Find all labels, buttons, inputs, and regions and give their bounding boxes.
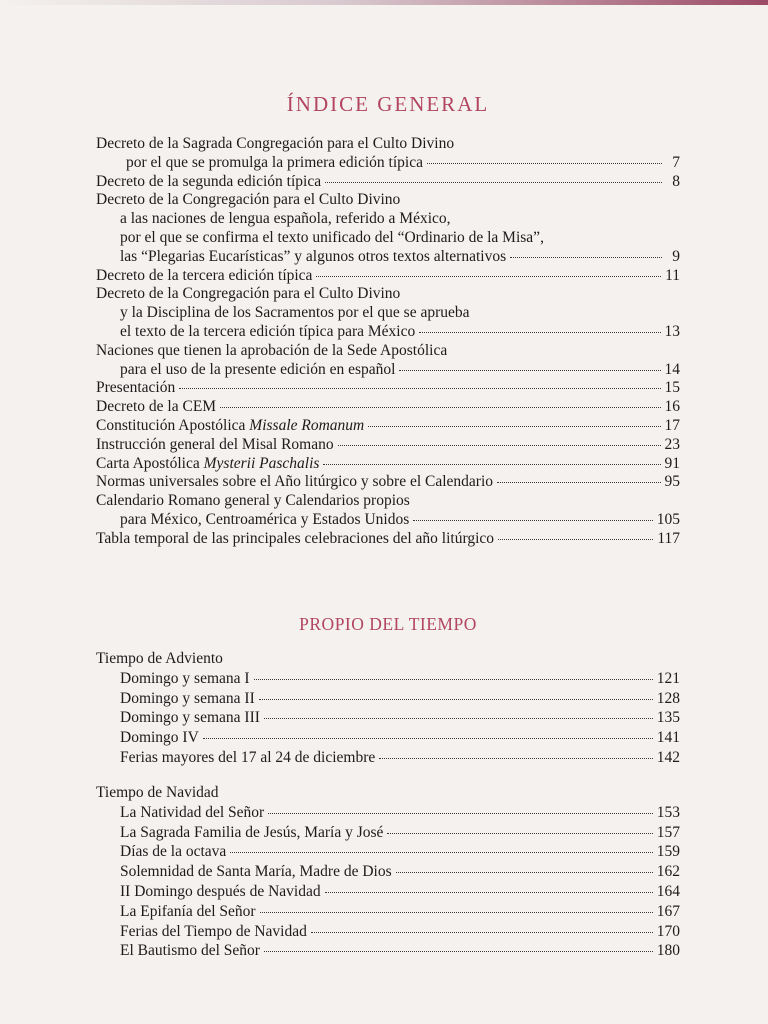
toc-row: Domingo y semana I 121 (120, 669, 680, 687)
toc-row: Ferias del Tiempo de Navidad 170 (120, 922, 680, 940)
page-number: 117 (657, 529, 680, 547)
toc-row: Instrucción general del Misal Romano 23 (96, 435, 680, 453)
page-number: 105 (656, 510, 680, 528)
page-number: 8 (672, 172, 680, 190)
page-number: 15 (664, 379, 680, 397)
page-number: 11 (665, 266, 680, 284)
toc-row: el texto de la tercera edición típica para México 13 (120, 322, 680, 340)
adviento-list (96, 649, 680, 768)
page-number: 23 (664, 435, 680, 453)
toc-row: Presentación 15 (96, 379, 680, 397)
page-number: 9 (672, 247, 680, 265)
toc-row: Decreto de la Congregación para el Culto Divino (96, 191, 401, 209)
section-heading: Tiempo de Navidad (96, 784, 219, 801)
toc-row: Normas universales sobre el Año litúrgico y sobre el Calendario 95 (96, 473, 680, 491)
toc-row: II Domingo después de Navidad 164 (120, 882, 680, 900)
toc-row: Decreto de la segunda edición típica 8 (96, 172, 680, 190)
page-number: 135 (656, 709, 680, 727)
toc-row: las “Plegarias Eucarísticas” y algunos otros textos alternativos 9 (120, 247, 680, 265)
toc-row: y la Disciplina de los Sacramentos por el que se aprueba (120, 304, 470, 322)
page-number: 17 (664, 416, 680, 434)
toc-row: Domingo y semana III 135 (120, 709, 680, 727)
toc-row: Días de la octava 159 (120, 843, 680, 861)
toc-row: Solemnidad de Santa María, Madre de Dios 162 (120, 863, 680, 881)
toc-row: Domingo y semana II 128 (120, 689, 680, 707)
toc-row: a las naciones de lengua española, referido a México, (120, 210, 451, 228)
page-number: 95 (664, 473, 680, 491)
toc-row: Decreto de la Sagrada Congregación para el Culto Divino (96, 135, 455, 152)
toc-row: Decreto de la Congregación para el Culto Divino (96, 285, 401, 303)
navidad-list (96, 783, 680, 961)
toc-row: La Sagrada Familia de Jesús, María y José 157 (120, 823, 680, 841)
section-heading: Tiempo de Adviento (96, 650, 223, 667)
page-number: 164 (656, 882, 680, 900)
page-number: 16 (664, 398, 680, 416)
toc-row: Naciones que tienen la aprobación de la Sede Apostólica (96, 341, 448, 359)
toc-row: Calendario Romano general y Calendarios propios (96, 492, 410, 510)
toc-row: Constitución Apostólica Missale Romanum 17 (96, 416, 680, 434)
page-number: 14 (664, 360, 680, 378)
toc-row: La Epifanía del Señor 167 (120, 902, 680, 920)
page-number: 128 (656, 689, 680, 707)
page-number: 162 (656, 863, 680, 881)
indice-general-list (96, 135, 680, 549)
toc-row: Carta Apostólica Mysterii Paschalis 91 (96, 454, 680, 472)
toc-row: Tabla temporal de las principales celebraciones del año litúrgico 117 (96, 529, 680, 547)
page-number: 13 (664, 322, 680, 340)
toc-row: La Natividad del Señor 153 (120, 803, 680, 821)
toc-row: Decreto de la CEM 16 (96, 398, 680, 416)
page-number: 7 (672, 153, 680, 171)
indice-general-title: ÍNDICE GENERAL (286, 92, 490, 116)
italic-title: Mysterii Paschalis (203, 454, 320, 472)
page-number: 141 (656, 729, 680, 747)
toc-row: Ferias mayores del 17 al 24 de diciembre 142 (120, 748, 680, 766)
page-number: 157 (656, 823, 680, 841)
italic-title: Missale Romanum (249, 416, 365, 434)
page-number: 121 (656, 669, 680, 687)
toc-row: Decreto de la tercera edición típica 11 (96, 266, 680, 284)
toc-row: para México, Centroamérica y Estados Unidos 105 (120, 510, 680, 528)
page-number: 167 (656, 902, 680, 920)
toc-row: por el que se promulga la primera edición típica 7 (126, 153, 680, 171)
toc-row: para el uso de la presente edición en español 14 (120, 360, 680, 378)
page-number: 180 (656, 942, 680, 960)
toc-row: por el que se confirma el texto unificado del “Ordinario de la Misa”, (120, 228, 544, 246)
page-number: 159 (656, 843, 680, 861)
propio-del-tiempo-title: PROPIO DEL TIEMPO (299, 614, 477, 634)
page-number: 153 (656, 803, 680, 821)
book-page (96, 0, 680, 1024)
page-number: 170 (656, 922, 680, 940)
page-number: 142 (656, 748, 680, 766)
toc-row: El Bautismo del Señor 180 (120, 942, 680, 960)
page-number: 91 (664, 454, 680, 472)
toc-row: Domingo IV 141 (120, 729, 680, 747)
